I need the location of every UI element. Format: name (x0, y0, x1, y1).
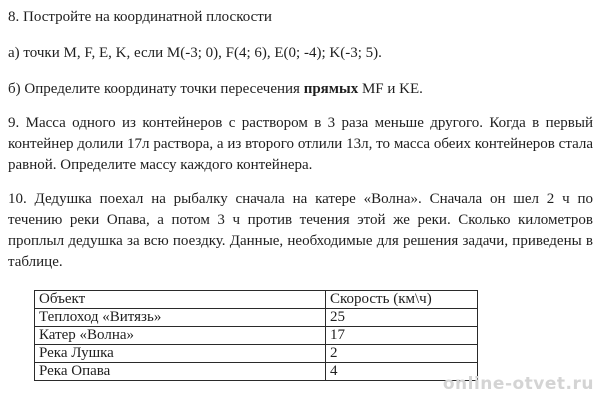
table-cell: 4 (326, 363, 478, 381)
task9-text: 9. Масса одного из контейнеров с раствором в 3 раза меньше другого. Когда в первый контейнер долили 17л раствора, а из второго отлили 13л, то масса обеих контейнеров стала равной. Определите массу каждого контейнера. (8, 115, 593, 173)
task8-title: 8. Постройте на координатной плоскости (8, 9, 272, 25)
task8-part-b-suffix: MF и KE. (358, 81, 423, 97)
task8-part-b-bold: прямых (303, 81, 359, 97)
table-cell: 2 (326, 345, 478, 363)
table-cell: Теплоход «Витязь» (35, 309, 326, 327)
task8-part-b-prefix: б) Определите координату точки пересечения (8, 81, 304, 97)
table-header-row (35, 291, 478, 309)
table-header-cell: Скорость (км\ч) (326, 291, 478, 309)
table-cell: Катер «Волна» (35, 327, 326, 345)
table-cell: Река Лушка (35, 345, 326, 363)
table-row (35, 363, 478, 381)
task10-text: 10. Дедушка поехал на рыбалку сначала на катере «Волна». Сначала он шел 2 ч по течению реки Опава, а потом 3 ч против течения этой же реки. Сколько километров проплыл дедушка за всю поездку. Данные, необходимые для решения задачи, приведены в таблице. (8, 191, 593, 270)
table-cell: Река Опава (35, 363, 326, 381)
table-row (35, 327, 478, 345)
task8-part-a: а) точки M, F, E, K, если M(-3; 0), F(4; 6), E(0; -4); K(-3; 5). (8, 45, 382, 61)
watermark: online-otvet.ru (442, 374, 594, 394)
task8-part-b (8, 80, 423, 98)
table-row (35, 309, 478, 327)
table-header-cell: Объект (35, 291, 326, 309)
table-cell: 17 (326, 327, 478, 345)
table-row (35, 345, 478, 363)
table-cell: 25 (326, 309, 478, 327)
speed-table (34, 290, 478, 381)
